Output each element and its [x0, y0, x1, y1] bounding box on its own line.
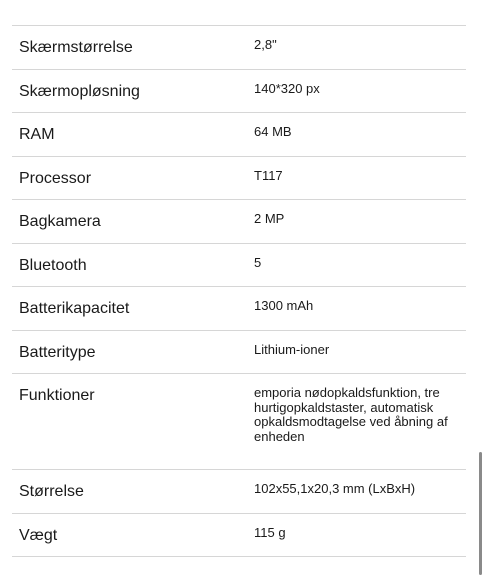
spec-label: Vægt	[19, 526, 58, 544]
spec-label: Bluetooth	[19, 256, 87, 274]
spec-value: emporia nødopkaldsfunktion, tre hurtigopkaldstaster, automatisk opkaldsmodtagelse ved åbning af enheden	[254, 385, 448, 444]
spec-label: Bagkamera	[19, 213, 101, 230]
spec-row-processor	[12, 157, 466, 201]
spec-row-functions	[12, 374, 466, 470]
spec-value: 102x55,1x20,3 mm (LxBxH)	[254, 481, 416, 496]
spec-row-weight	[12, 514, 466, 558]
spec-row-battery-type	[12, 331, 466, 375]
spec-row-rear-camera	[12, 200, 466, 244]
spec-row-screen-resolution	[12, 70, 466, 114]
spec-value: 115 g	[254, 524, 286, 540]
spec-row-size	[12, 470, 466, 514]
spec-row-battery-capacity	[12, 287, 466, 331]
spec-label: Processor	[19, 169, 92, 187]
spec-label: Størrelse	[19, 483, 84, 500]
spec-label: Batteritype	[19, 343, 96, 361]
spec-value: 2,8"	[254, 37, 277, 52]
spec-row-screen-size	[12, 26, 466, 70]
spec-value: 1300 mAh	[254, 298, 314, 313]
spec-table	[12, 25, 466, 557]
spec-value: 64 MB	[254, 124, 292, 139]
spec-label: Skærmopløsning	[19, 82, 140, 100]
spec-label: RAM	[19, 126, 55, 143]
spec-label: Batterikapacitet	[19, 300, 130, 317]
spec-value: Lithium-ioner	[254, 341, 330, 357]
spec-value: T117	[254, 167, 283, 183]
spec-value: 5	[254, 254, 262, 270]
spec-row-bluetooth	[12, 244, 466, 288]
spec-row-ram	[12, 113, 466, 157]
spec-label: Skærmstørrelse	[19, 39, 133, 56]
scrollbar[interactable]	[479, 452, 482, 575]
spec-value: 140*320 px	[254, 80, 320, 96]
spec-label: Funktioner	[19, 387, 95, 404]
spec-value: 2 MP	[254, 211, 285, 226]
